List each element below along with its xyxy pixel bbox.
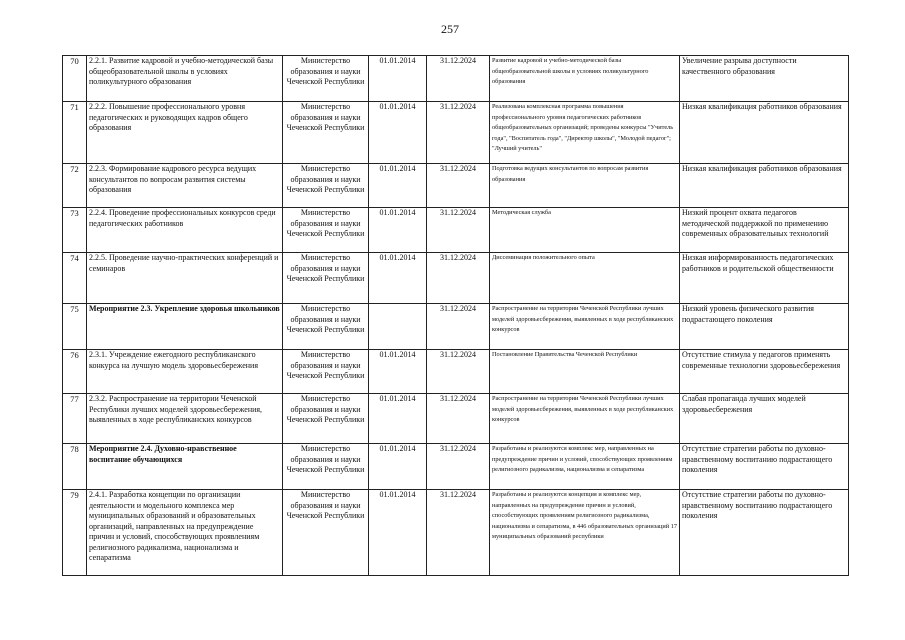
table-row [63, 253, 849, 304]
responsible-executor: Министерство образования и науки Чеченской Республики [283, 394, 369, 444]
non-implementation-consequence: Отсутствие стимула у педагогов применять современные технологии здоровьесбережения [680, 350, 849, 394]
activity-name: 2.3.2. Распространение на территории Чеченской Республики лучших моделей здоровьесбережения, выявленных в ходе республиканских конкурсов [87, 394, 283, 444]
start-date: 01.01.2014 [369, 208, 427, 253]
responsible-executor: Министерство образования и науки Чеченской Республики [283, 350, 369, 394]
responsible-executor: Министерство образования и науки Чеченской Республики [283, 253, 369, 304]
activity-name: Мероприятие 2.4. Духовно-нравственное воспитание обучающихся [87, 444, 283, 490]
expected-result: Постановление Правительства Чеченской Республики [490, 350, 680, 394]
expected-result: Реализована комплексная программа повышения профессионального уровня педагогических работников общеобразовательных организаций; проведены конкурсы "Учитель года", "Воспитатель года", "Директор школы", "Молодой педагог"; "Лучший учитель" [490, 102, 680, 164]
start-date: 01.01.2014 [369, 56, 427, 102]
non-implementation-consequence: Низкая квалификация работников образования [680, 102, 849, 164]
end-date: 31.12.2024 [427, 208, 490, 253]
table-row [63, 102, 849, 164]
start-date: 01.01.2014 [369, 253, 427, 304]
end-date: 31.12.2024 [427, 490, 490, 576]
responsible-executor: Министерство образования и науки Чеченской Республики [283, 304, 369, 350]
row-number: 70 [63, 56, 87, 102]
table-row [63, 490, 849, 576]
start-date [369, 304, 427, 350]
end-date: 31.12.2024 [427, 350, 490, 394]
responsible-executor: Министерство образования и науки Чеченской Республики [283, 208, 369, 253]
table-row [63, 164, 849, 208]
page-number: 257 [441, 22, 459, 36]
activity-name: 2.2.2. Повышение профессионального уровня педагогических и руководящих кадров общего образования [87, 102, 283, 164]
non-implementation-consequence: Низкий процент охвата педагогов методической поддержкой по применению современных образовательных технологий [680, 208, 849, 253]
program-activities-table [62, 55, 849, 576]
end-date: 31.12.2024 [427, 164, 490, 208]
start-date: 01.01.2014 [369, 102, 427, 164]
non-implementation-consequence: Отсутствие стратегии работы по духовно-нравственному воспитанию подрастающего поколения [680, 444, 849, 490]
row-number: 74 [63, 253, 87, 304]
row-number: 76 [63, 350, 87, 394]
expected-result: Распространение на территории Чеченской Республики лучших моделей здоровьесбережения, выявленных в ходе республиканских конкурсов [490, 394, 680, 444]
start-date: 01.01.2014 [369, 444, 427, 490]
row-number: 79 [63, 490, 87, 576]
end-date: 31.12.2024 [427, 444, 490, 490]
start-date: 01.01.2014 [369, 164, 427, 208]
responsible-executor: Министерство образования и науки Чеченской Республики [283, 102, 369, 164]
activity-name: 2.4.1. Разработка концепции по организации деятельности и модельного комплекса мер муниципальных образований и образовательных организаций, направленных на предупреждение причин и условий, способствующих проявлениям религиозного радикализма, национализма и сепаратизма [87, 490, 283, 576]
non-implementation-consequence: Отсутствие стратегии работы по духовно-нравственному воспитанию подрастающего поколения [680, 490, 849, 576]
expected-result: Развитие кадровой и учебно-методической базы общеобразовательной школы в условиях поликультурного образования [490, 56, 680, 102]
activity-name: 2.2.1. Развитие кадровой и учебно-методической базы общеобразовательной школы в условиях поликультурного образования [87, 56, 283, 102]
non-implementation-consequence: Низкая квалификация работников образования [680, 164, 849, 208]
row-number: 73 [63, 208, 87, 253]
end-date: 31.12.2024 [427, 304, 490, 350]
expected-result: Подготовка ведущих консультантов по вопросам развития образования [490, 164, 680, 208]
activity-name: 2.2.4. Проведение профессиональных конкурсов среди педагогических работников [87, 208, 283, 253]
non-implementation-consequence: Слабая пропаганда лучших моделей здоровьесбережения [680, 394, 849, 444]
row-number: 71 [63, 102, 87, 164]
row-number: 77 [63, 394, 87, 444]
start-date: 01.01.2014 [369, 350, 427, 394]
expected-result: Диссеминация положительного опыта [490, 253, 680, 304]
activity-name: Мероприятие 2.3. Укрепление здоровья школьников [87, 304, 283, 350]
responsible-executor: Министерство образования и науки Чеченской Республики [283, 444, 369, 490]
responsible-executor: Министерство образования и науки Чеченской Республики [283, 56, 369, 102]
row-number: 75 [63, 304, 87, 350]
table-row [63, 208, 849, 253]
activity-name: 2.2.5. Проведение научно-практических конференций и семинаров [87, 253, 283, 304]
end-date: 31.12.2024 [427, 394, 490, 444]
end-date: 31.12.2024 [427, 56, 490, 102]
responsible-executor: Министерство образования и науки Чеченской Республики [283, 164, 369, 208]
expected-result: Методическая служба [490, 208, 680, 253]
table-row [63, 304, 849, 350]
non-implementation-consequence: Низкая информированность педагогических работников и родительской общественности [680, 253, 849, 304]
end-date: 31.12.2024 [427, 102, 490, 164]
table-row [63, 444, 849, 490]
responsible-executor: Министерство образования и науки Чеченской Республики [283, 490, 369, 576]
table-row [63, 56, 849, 102]
row-number: 78 [63, 444, 87, 490]
start-date: 01.01.2014 [369, 490, 427, 576]
non-implementation-consequence: Увеличение разрыва доступности качественного образования [680, 56, 849, 102]
expected-result: Разработаны и реализуются комплекс мер, направленных на предупреждение причин и условий, способствующих проявлениям религиозного радикализма, национализма и сепаратизма [490, 444, 680, 490]
activity-name: 2.3.1. Учреждение ежегодного республиканского конкурса на лучшую модель здоровьесбережения [87, 350, 283, 394]
end-date: 31.12.2024 [427, 253, 490, 304]
start-date: 01.01.2014 [369, 394, 427, 444]
table-row [63, 350, 849, 394]
row-number: 72 [63, 164, 87, 208]
expected-result: Разработаны и реализуются концепция и комплекс мер, направленных на предупреждение причин и условий, способствующих проявлениям религиозного радикализма, национализма и сепаратизма, в 446 образовательных организаций 17 муниципальных образований республики [490, 490, 680, 576]
activity-name: 2.2.3. Формирование кадрового ресурса ведущих консультантов по вопросам развития системы образования [87, 164, 283, 208]
table-row [63, 394, 849, 444]
expected-result: Распространение на территории Чеченской Республики лучших моделей здоровьесбережения, выявленных в ходе республиканских конкурсов [490, 304, 680, 350]
non-implementation-consequence: Низкий уровень физического развития подрастающего поколения [680, 304, 849, 350]
